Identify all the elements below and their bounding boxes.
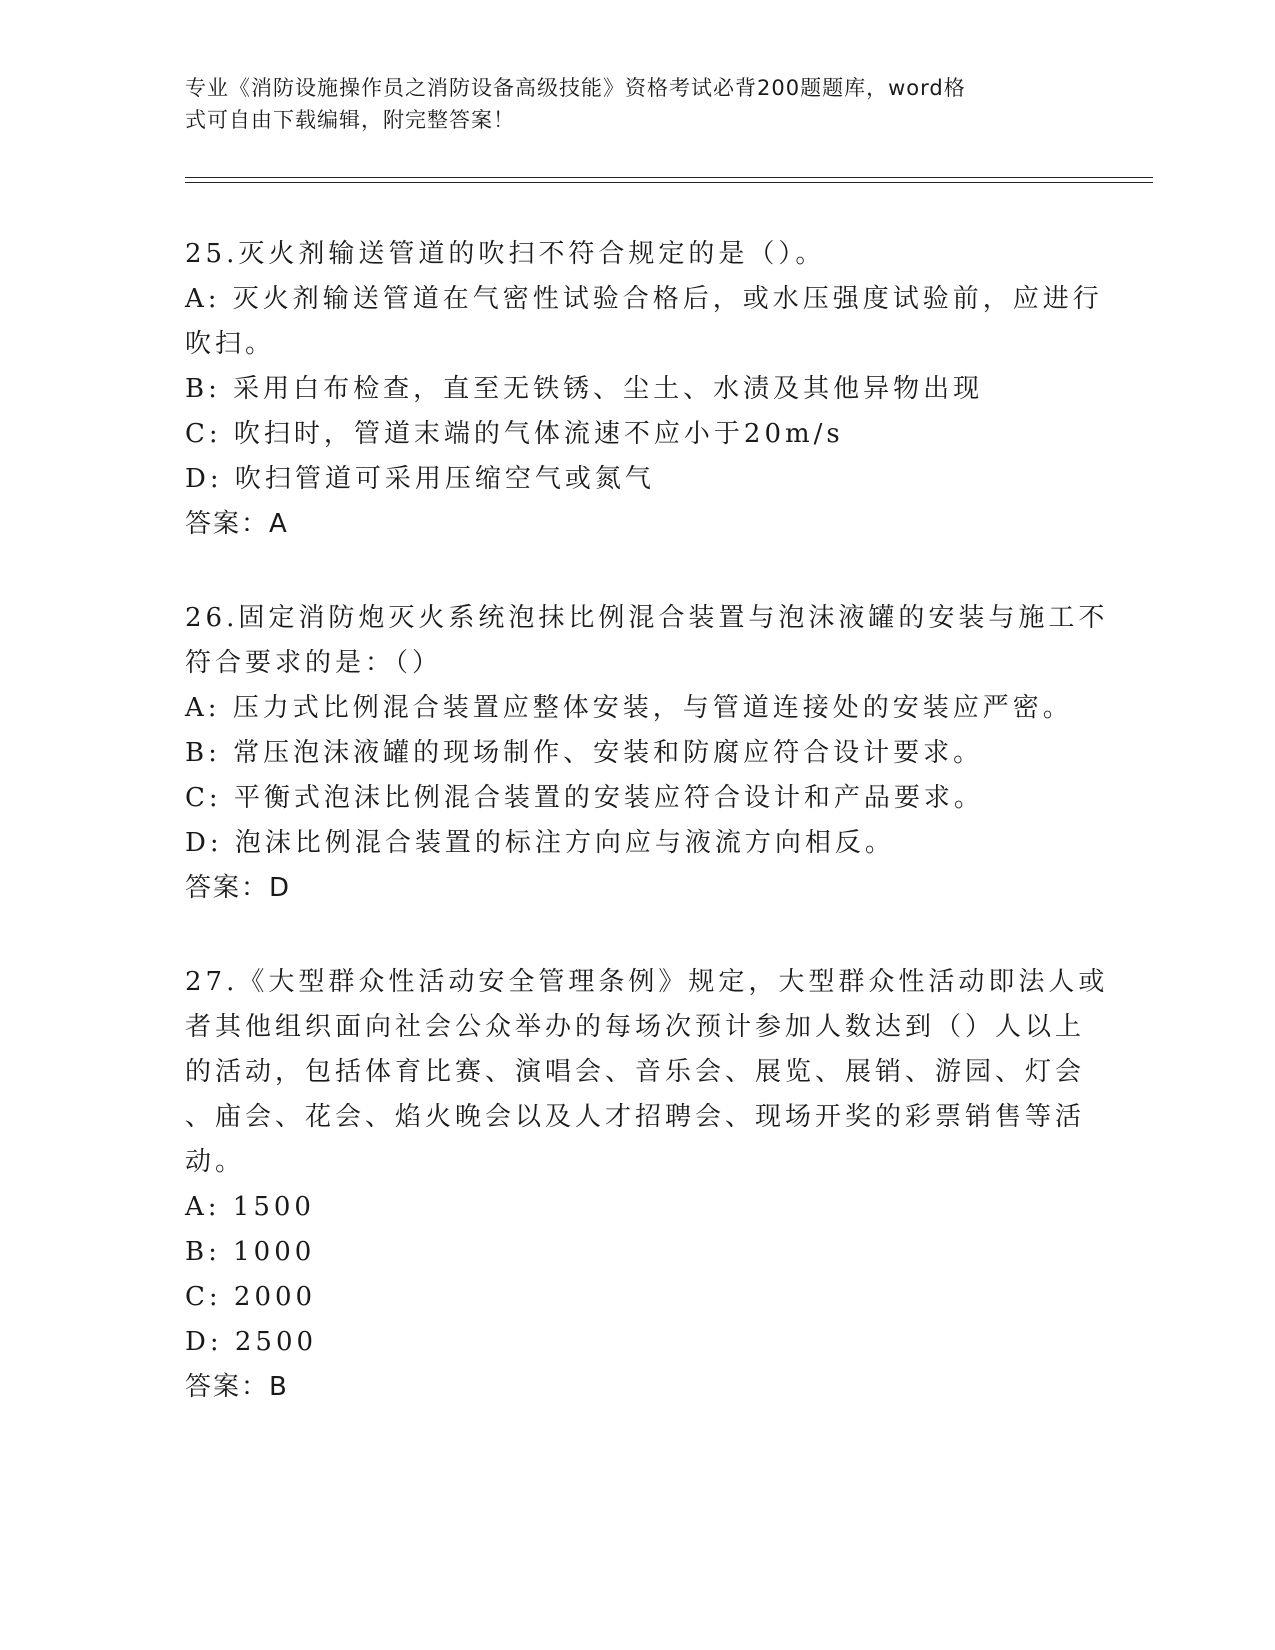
answer-label: 答案：A bbox=[185, 509, 289, 539]
header-rule-top bbox=[185, 177, 1153, 178]
question-stem-line: 26.固定消防炮灭火系统泡抹比例混合装置与泡沫液罐的安装与施工不 bbox=[185, 603, 1109, 633]
option-a-line-1: A: 灭火剂输送管道在气密性试验合格后，或水压强度试验前，应进行 bbox=[185, 284, 1103, 314]
question-stem-line: 者其他组织面向社会公众举办的每场次预计参加人数达到（）人以上 bbox=[185, 1012, 1086, 1042]
answer-label: 答案：D bbox=[185, 873, 292, 903]
document-header bbox=[185, 72, 1065, 136]
question-stem-line: 25.灭火剂输送管道的吹扫不符合规定的是（）。 bbox=[185, 239, 826, 269]
option-b: B: 1000 bbox=[185, 1237, 316, 1267]
question-stem-line: 动。 bbox=[185, 1147, 246, 1177]
answer-label: 答案：B bbox=[185, 1372, 289, 1402]
option-a-line-2: 吹扫。 bbox=[185, 329, 276, 359]
header-line-2: 式可自由下载编辑，附完整答案！ bbox=[185, 108, 515, 132]
question-26 bbox=[185, 596, 1109, 911]
option-b: B: 采用白布检查，直至无铁锈、尘土、水渍及其他异物出现 bbox=[185, 374, 984, 404]
option-c: C: 吹扫时，管道末端的气体流速不应小于20m/s bbox=[185, 419, 844, 449]
question-stem-line: 符合要求的是：（） bbox=[185, 648, 443, 678]
option-c: C: 2000 bbox=[185, 1282, 317, 1312]
option-d: D: 2500 bbox=[185, 1327, 318, 1357]
option-d: D: 泡沫比例混合装置的标注方向应与液流方向相反。 bbox=[185, 828, 895, 858]
option-d: D: 吹扫管道可采用压缩空气或氮气 bbox=[185, 464, 655, 494]
question-stem-line: 的活动，包括体育比赛、演唱会、音乐会、展览、展销、游园、灯会 bbox=[185, 1057, 1086, 1087]
option-b: B: 常压泡沫液罐的现场制作、安装和防腐应符合设计要求。 bbox=[185, 738, 984, 768]
option-a: A: 1500 bbox=[185, 1192, 315, 1222]
question-27 bbox=[185, 960, 1109, 1410]
option-c: C: 平衡式泡沫比例混合装置的安装应符合设计和产品要求。 bbox=[185, 783, 984, 813]
option-a: A: 压力式比例混合装置应整体安装，与管道连接处的安装应严密。 bbox=[185, 693, 1073, 723]
header-line-1: 专业《消防设施操作员之消防设备高级技能》资格考试必背200题题库，word格 bbox=[185, 76, 966, 100]
question-25 bbox=[185, 232, 1103, 547]
header-rule-bottom bbox=[185, 182, 1153, 183]
question-stem-line: 、庙会、花会、焰火晚会以及人才招聘会、现场开奖的彩票销售等活 bbox=[185, 1102, 1086, 1132]
question-stem-line: 27.《大型群众性活动安全管理条例》规定，大型群众性活动即法人或 bbox=[185, 967, 1109, 997]
